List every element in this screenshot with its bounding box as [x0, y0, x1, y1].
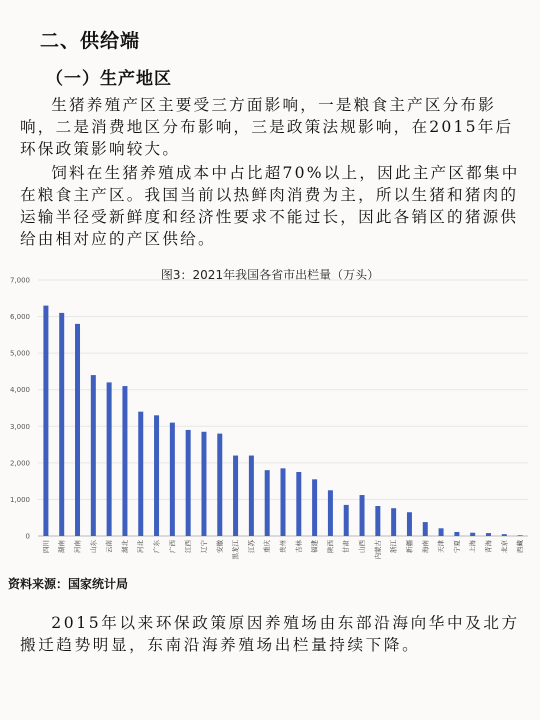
bar — [375, 506, 380, 536]
x-tick-label: 福建 — [310, 540, 319, 553]
x-tick-label: 黑龙江 — [231, 540, 240, 560]
y-tick-label: 2,000 — [9, 459, 30, 468]
x-tick-label: 陕西 — [326, 540, 335, 553]
x-tick-label: 山东 — [89, 540, 98, 553]
bar — [59, 313, 64, 536]
bar — [328, 490, 333, 536]
bar — [454, 532, 459, 536]
x-tick-label: 广东 — [152, 540, 161, 553]
bar — [122, 386, 127, 536]
y-tick-label: 4,000 — [9, 386, 30, 395]
bar — [360, 495, 365, 536]
bar — [344, 505, 349, 536]
subsection-heading: （一）生产地区 — [46, 69, 172, 89]
bar — [138, 412, 143, 536]
bar — [486, 533, 491, 536]
bar — [423, 522, 428, 536]
x-tick-label: 天津 — [437, 540, 446, 553]
bar — [201, 432, 206, 536]
x-tick-label: 湖北 — [120, 540, 129, 553]
x-tick-label: 宁夏 — [452, 540, 461, 553]
x-tick-label: 四川 — [41, 540, 50, 553]
x-tick-label: 内蒙古 — [373, 540, 382, 560]
bar — [107, 382, 112, 536]
bar — [91, 375, 96, 536]
section-heading: 二、供给端 — [40, 30, 141, 52]
y-tick-label: 5,000 — [9, 349, 30, 358]
source-note: 资料来源：国家统计局 — [8, 577, 129, 591]
x-tick-label: 重庆 — [263, 540, 272, 553]
x-tick-label: 西藏 — [516, 540, 525, 553]
bar — [281, 468, 286, 536]
bar — [518, 535, 523, 536]
x-tick-label: 吉林 — [294, 540, 303, 553]
bar — [502, 534, 507, 536]
x-tick-label: 广西 — [168, 540, 177, 553]
bar — [154, 415, 159, 536]
bar — [407, 512, 412, 536]
bar-chart — [0, 274, 540, 574]
x-tick-label: 贵州 — [279, 540, 287, 553]
y-tick-label: 6,000 — [9, 313, 30, 322]
bar — [265, 470, 270, 536]
x-tick-label: 青海 — [484, 540, 493, 553]
bar — [391, 508, 396, 536]
x-tick-label: 山西 — [358, 540, 367, 553]
x-tick-label: 海南 — [421, 540, 430, 553]
x-tick-label: 江西 — [184, 540, 193, 553]
x-tick-label: 北京 — [500, 540, 509, 553]
x-tick-label: 河南 — [73, 540, 82, 553]
bar — [439, 528, 444, 536]
x-tick-label: 新疆 — [405, 540, 414, 553]
x-tick-label: 云南 — [105, 540, 114, 553]
x-tick-label: 河北 — [136, 540, 145, 553]
y-tick-label: 0 — [25, 532, 30, 541]
bar — [312, 479, 317, 536]
y-tick-label: 3,000 — [9, 422, 30, 431]
paragraph-2: 饲料在生猪养殖成本中占比超70%以上，因此主产区都集中在粮食主产区。我国当前以热鲜肉消费为主，所以生猪和猪肉的运输半径受新鲜度和经济性要求不能过长，因此各销区的猪源供给由相对应的产区供给。 — [20, 164, 520, 248]
chart-title: 图3：2021年我国各省市出栏量（万头） — [160, 268, 380, 282]
bar — [217, 434, 222, 536]
bar — [170, 423, 175, 536]
x-tick-label: 江苏 — [247, 540, 256, 553]
x-tick-label: 安徽 — [215, 540, 224, 553]
bar — [470, 533, 475, 536]
y-tick-label: 1,000 — [9, 495, 30, 504]
y-tick-label: 7,000 — [9, 276, 30, 285]
x-tick-label: 上海 — [468, 540, 477, 553]
bar — [233, 456, 238, 536]
bar — [186, 430, 191, 536]
paragraph-1: 生猪养殖产区主要受三方面影响，一是粮食主产区分布影响，二是消费地区分布影响，三是政策法规影响，在2015年后环保政策影响较大。 — [20, 96, 514, 158]
bar — [75, 324, 80, 536]
x-tick-label: 甘肃 — [342, 540, 351, 553]
bar — [43, 306, 48, 536]
x-tick-label: 辽宁 — [199, 540, 208, 553]
paragraph-3: 2015年以来环保政策原因养殖场由东部沿海向华中及北方搬迁趋势明显，东南沿海养殖场出栏量持续下降。 — [20, 614, 520, 654]
x-tick-label: 浙江 — [389, 540, 398, 553]
bar — [296, 472, 301, 536]
x-tick-label: 湖南 — [57, 540, 66, 553]
bar — [249, 456, 254, 536]
